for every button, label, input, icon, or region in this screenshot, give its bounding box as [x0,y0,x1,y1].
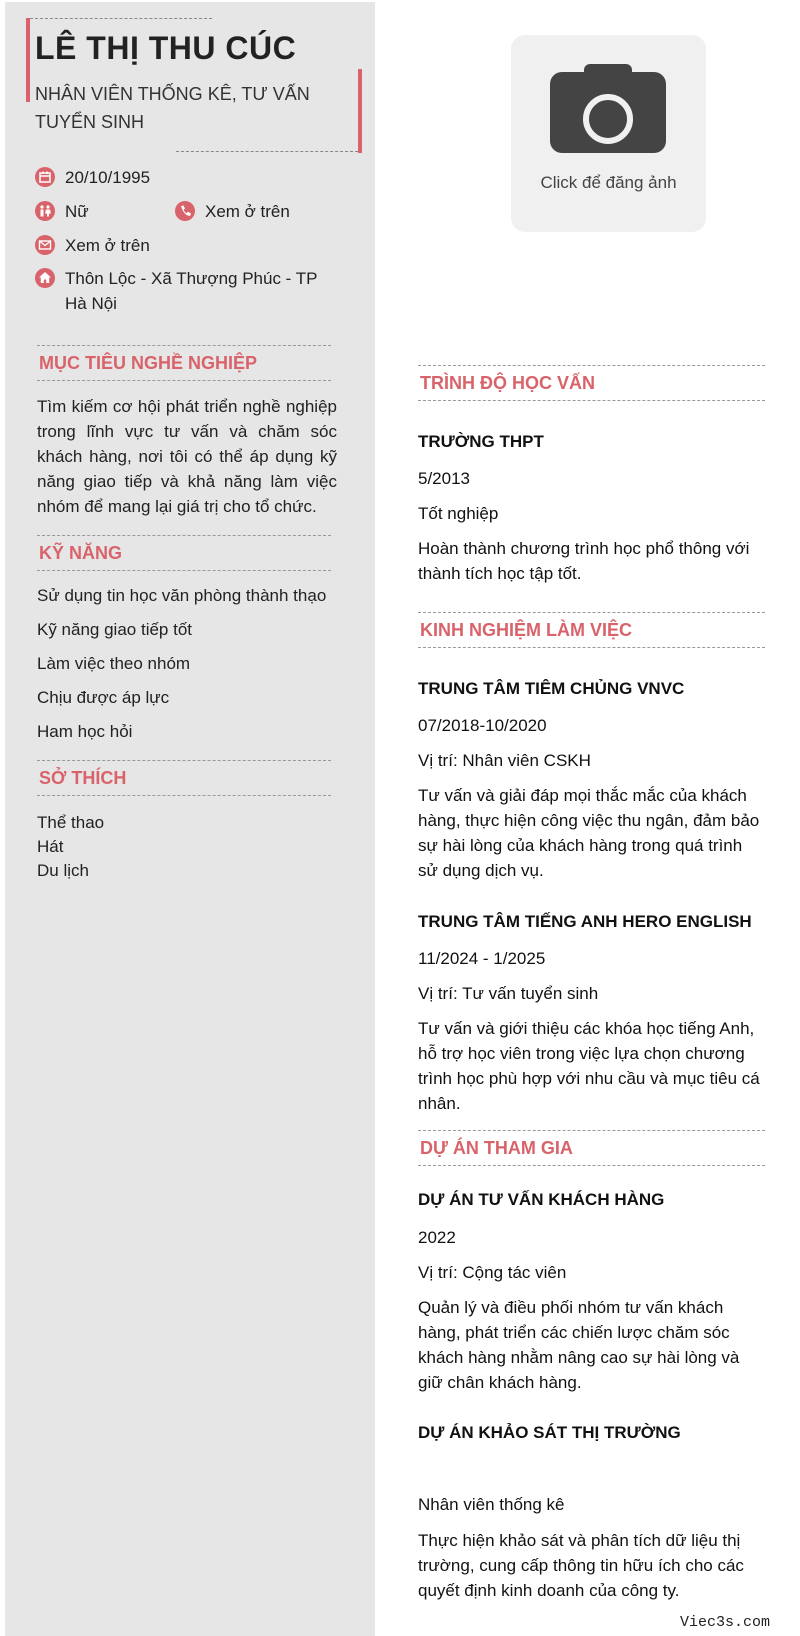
experience-desc[interactable]: Tư vấn và giới thiệu các khóa học tiếng Anh, hỗ trợ học viên trong việc lựa chọn chương trình học phù hợp với nhu cầu và mục tiêu cá nhân. [418,1019,760,1113]
address[interactable]: Thôn Lộc - Xã Thượng Phúc - TP Hà Nội [65,269,318,313]
phone-icon [175,201,195,221]
education-heading: TRÌNH ĐỘ HỌC VẤN [418,365,765,401]
hobby-item[interactable]: Hát [37,837,64,856]
experience-date[interactable]: 07/2018-10/2020 [418,716,547,735]
email[interactable]: Xem ở trên [65,236,150,255]
education-status[interactable]: Tốt nghiệp [418,504,499,523]
divider [176,151,358,152]
experience-heading: KINH NGHIỆM LÀM VIỆC [418,612,765,648]
full-name[interactable]: LÊ THỊ THU CÚC [35,30,297,66]
projects-heading: DỰ ÁN THAM GIA [418,1130,765,1166]
skill-item[interactable]: Kỹ năng giao tiếp tốt [37,620,193,639]
experience-position[interactable]: Vị trí: Tư vấn tuyển sinh [418,984,599,1003]
camera-lens-ring [583,94,633,144]
birthday-row [35,165,335,191]
skills-heading: KỸ NĂNG [37,535,331,571]
experience-position[interactable]: Vị trí: Nhân viên CSKH [418,751,591,770]
hobby-item[interactable]: Thể thao [37,813,105,832]
home-icon [35,268,55,288]
project-name[interactable]: DỰ ÁN TƯ VẤN KHÁCH HÀNG [418,1190,665,1209]
gender-row [35,199,165,225]
project-name[interactable]: DỰ ÁN KHẢO SÁT THỊ TRƯỜNG [418,1423,681,1442]
birthday[interactable]: 20/10/1995 [65,168,151,187]
project-position[interactable]: Nhân viên thống kê [418,1495,565,1514]
gender-icon [35,201,55,221]
objective-heading: MỤC TIÊU NGHỀ NGHIỆP [37,345,331,381]
calendar-icon [35,167,55,187]
photo-upload-caption: Click để đăng ảnh [540,173,677,192]
project-date[interactable]: 2022 [418,1228,456,1247]
accent-bar-left [26,18,30,102]
email-row [35,233,335,259]
address-row [35,266,335,318]
accent-bar-right [358,69,362,153]
company-name[interactable]: TRUNG TÂM TIÊM CHỦNG VNVC [418,679,685,698]
experience-date[interactable]: 11/2024 - 1/2025 [418,949,546,968]
school-name[interactable]: TRƯỜNG THPT [418,432,544,451]
project-position[interactable]: Vị trí: Cộng tác viên [418,1263,567,1282]
experience-desc[interactable]: Tư vấn và giải đáp mọi thắc mắc của khách hàng, thực hiện công việc thu ngân, đảm bảo sự hài lòng của khách hàng trong quá trình sử dụng dịch vụ. [418,786,760,880]
project-desc[interactable]: Quản lý và điều phối nhóm tư vấn khách hàng, phát triển các chiến lược chăm sóc khách hàng nhằm nâng cao sự hài lòng và giữ chân khách hàng. [418,1298,740,1392]
objective-text[interactable]: Tìm kiếm cơ hội phát triển nghề nghiệp trong lĩnh vực tư vấn và chăm sóc khách hàng, nơi tôi có thể áp dụng kỹ năng giao tiếp và khả năng làm việc nhóm để mang lại giá trị cho tổ chức. [37,397,337,516]
skill-item[interactable]: Làm việc theo nhóm [37,654,191,673]
education-desc[interactable]: Hoàn thành chương trình học phổ thông với thành tích học tập tốt. [418,539,750,583]
divider [30,18,212,19]
phone-row [175,199,335,225]
skill-item[interactable]: Chịu được áp lực [37,688,170,707]
education-date[interactable]: 5/2013 [418,469,470,488]
phone[interactable]: Xem ở trên [205,202,290,221]
mail-icon [35,235,55,255]
skill-item[interactable]: Ham học hỏi [37,722,133,741]
photo-upload[interactable] [511,35,706,232]
hobbies-heading: SỞ THÍCH [37,760,331,796]
gender[interactable]: Nữ [65,202,89,221]
hobby-item[interactable]: Du lịch [37,861,89,880]
job-title[interactable]: NHÂN VIÊN THỐNG KÊ, TƯ VẤN TUYỂN SINH [35,84,310,132]
company-name[interactable]: TRUNG TÂM TIẾNG ANH HERO ENGLISH [418,912,752,931]
project-desc[interactable]: Thực hiện khảo sát và phân tích dữ liệu thị trường, cung cấp thông tin hữu ích cho các quyết định kinh doanh của công ty. [418,1531,744,1600]
footer-brand: Viec3s.com [679,1614,770,1631]
skill-item[interactable]: Sử dụng tin học văn phòng thành thạo [37,586,327,605]
